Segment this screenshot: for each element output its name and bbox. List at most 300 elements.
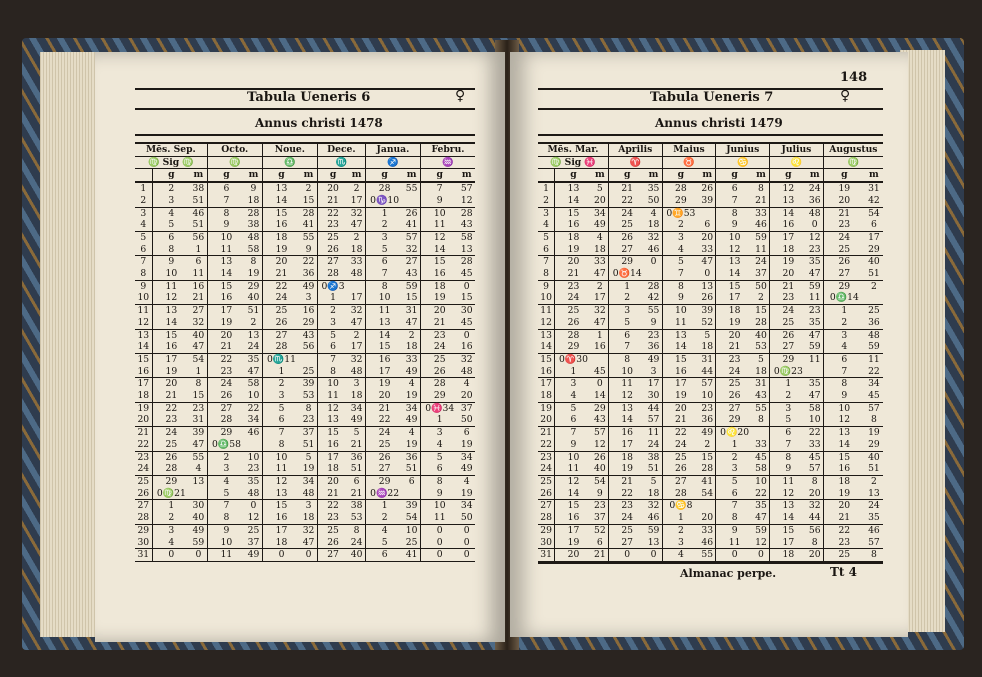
day-number: 23 <box>137 451 150 463</box>
table-row <box>538 280 883 292</box>
table-cell: 3 <box>353 378 360 390</box>
table-cell: 31 <box>755 378 767 390</box>
table-cell: 50 <box>755 280 767 292</box>
table-cell: 6 <box>716 182 753 195</box>
left-table-title: Tabula Ueneris 6 <box>247 90 371 105</box>
table-cell: 24 <box>245 341 262 353</box>
table-row <box>538 488 883 500</box>
day-number: 12 <box>538 317 555 329</box>
table-cell: 0 <box>420 524 458 536</box>
table-cell: 9 <box>207 524 245 536</box>
table-cell: 28 <box>555 329 592 341</box>
table-cell: 16 <box>192 280 205 292</box>
table-cell: 27 <box>662 475 699 487</box>
table-cell: 0 <box>645 549 662 562</box>
table-cell: 20 <box>807 549 824 562</box>
table-cell: 9 <box>152 256 190 268</box>
table-cell: 26 <box>207 390 245 402</box>
table-cell: 5 <box>305 451 312 463</box>
table-cell: 7 <box>555 427 592 439</box>
table-cell: 13 <box>865 488 883 500</box>
table-cell: 6 <box>207 182 245 195</box>
table-cell: 49 <box>348 414 365 426</box>
table-cell: 27 <box>823 268 865 280</box>
table-cell: 12 <box>770 182 807 195</box>
day-number: 31 <box>135 549 152 562</box>
right-table-title: Tabula Ueneris 7 <box>650 90 774 105</box>
table-cell: 25 <box>403 537 420 549</box>
folio-number: 148 <box>840 70 868 85</box>
minute-subheader: m <box>645 169 662 182</box>
table-cell: 47 <box>245 366 262 378</box>
table-cell: 8 <box>811 475 818 487</box>
table-cell: 26 <box>317 244 348 256</box>
table-cell: 14 <box>555 195 592 207</box>
table-cell: 13 <box>262 182 300 195</box>
day-number: 27 <box>540 500 552 512</box>
table-cell: 24 <box>770 305 807 317</box>
table-cell: 21 <box>823 207 865 219</box>
table-cell: 20 <box>317 475 348 487</box>
table-cell: 36 <box>405 451 418 463</box>
table-cell: 54 <box>868 207 880 219</box>
table-cell: 24 <box>152 427 190 439</box>
table-cell: 3 <box>152 524 190 536</box>
sign-header: ♏ <box>317 156 365 169</box>
table-cell: 10 <box>317 378 348 390</box>
table-cell: 1 <box>262 366 300 378</box>
table-cell: 25 <box>247 524 260 536</box>
table-row <box>538 244 883 256</box>
table-cell: 16 <box>770 219 807 231</box>
table-cell <box>403 195 420 207</box>
table-cell: 5 <box>365 244 403 256</box>
table-cell <box>592 353 609 365</box>
month-header: Febru. <box>420 143 475 156</box>
table-cell: 11 <box>868 353 880 365</box>
day-number: 15 <box>137 353 150 365</box>
table-cell: 6 <box>716 488 753 500</box>
table-cell: 33 <box>807 439 824 451</box>
table-cell: 49 <box>245 549 262 562</box>
table-cell: 1 <box>596 329 603 341</box>
day-number: 19 <box>540 402 552 414</box>
table-cell: 18 <box>716 305 753 317</box>
table-cell: 0♑10 <box>365 195 403 207</box>
table-cell: 14 <box>365 329 403 341</box>
table-cell: 21 <box>662 414 699 426</box>
table-cell: 8 <box>365 280 403 292</box>
table-cell: 25 <box>608 219 645 231</box>
table-cell: 29 <box>593 402 606 414</box>
table-cell: 19 <box>770 256 807 268</box>
table-row <box>538 256 883 268</box>
header-rule-bottom <box>135 108 475 110</box>
table-cell: 18 <box>555 231 592 243</box>
table-cell: 21 <box>716 341 753 353</box>
table-cell: 33 <box>755 207 767 219</box>
table-cell: 20 <box>699 512 716 524</box>
table-cell: 28 <box>247 207 260 219</box>
table-cell: 38 <box>647 451 660 463</box>
table-cell: 29 <box>365 475 403 487</box>
day-number: 3 <box>140 207 147 219</box>
table-cell: 8 <box>420 475 458 487</box>
table-cell: 18 <box>317 463 348 475</box>
table-cell: 30 <box>645 390 662 402</box>
table-cell: 55 <box>699 549 716 562</box>
table-cell: 7 <box>716 195 753 207</box>
table-cell: 29 <box>420 390 458 402</box>
table-cell: 0 <box>463 280 470 292</box>
table-cell: 31 <box>405 305 418 317</box>
table-cell: 29 <box>865 439 883 451</box>
table-cell: 7 <box>365 268 403 280</box>
table-cell: 0 <box>753 549 770 562</box>
table-cell: 3 <box>207 463 245 475</box>
table-cell: 21 <box>207 341 245 353</box>
table-cell: 49 <box>701 427 714 439</box>
table-cell: 49 <box>403 366 420 378</box>
sign-header: ♍ <box>823 156 883 169</box>
table-cell: 21 <box>190 292 207 304</box>
table-cell: 8 <box>207 512 245 524</box>
table-cell: 10 <box>405 524 418 536</box>
table-cell: 12 <box>608 390 645 402</box>
table-cell: 18 <box>420 280 458 292</box>
table-cell: 24 <box>608 512 645 524</box>
table-cell: 9 <box>823 390 865 402</box>
table-cell: 31 <box>190 414 207 426</box>
table-cell: 36 <box>865 317 883 329</box>
table-cell: 28 <box>662 182 699 195</box>
table-cell: 34 <box>350 402 363 414</box>
day-number: 1 <box>538 182 555 195</box>
right-year-label: Annus christi 1479 <box>655 116 783 130</box>
table-cell: 2 <box>662 524 699 536</box>
table-cell: 5 <box>716 475 753 487</box>
table-cell: 1 <box>608 280 645 292</box>
table-cell: 9 <box>770 463 807 475</box>
table-cell: 49 <box>592 219 609 231</box>
table-cell: 34 <box>245 414 262 426</box>
table-cell: 6 <box>463 427 470 439</box>
table-cell: 6 <box>823 353 865 365</box>
table-cell: 15 <box>555 500 592 512</box>
minute-subheader: m <box>699 169 716 182</box>
table-cell: 0 <box>596 378 603 390</box>
table-cell: 37 <box>302 427 315 439</box>
table-cell: 22 <box>302 256 315 268</box>
table-cell: 19 <box>608 463 645 475</box>
table-cell: 18 <box>699 341 716 353</box>
table-cell: 49 <box>647 353 660 365</box>
month-header: Junius <box>716 143 770 156</box>
table-cell: 0 <box>152 549 190 562</box>
table-cell: 51 <box>348 463 365 475</box>
table-cell: 28 <box>207 414 245 426</box>
table-cell: 9 <box>716 219 753 231</box>
table-cell: 16 <box>302 305 315 317</box>
table-cell: 4 <box>555 390 592 402</box>
table-cell: 49 <box>302 280 315 292</box>
table-cell: 47 <box>190 341 207 353</box>
table-cell: 11 <box>647 427 660 439</box>
table-cell: 27 <box>608 537 645 549</box>
table-cell: 3 <box>300 292 317 304</box>
table-cell: 43 <box>302 329 315 341</box>
table-cell: 15 <box>403 292 420 304</box>
table-cell: 0♍23 <box>770 366 807 378</box>
table-cell: 56 <box>300 341 317 353</box>
table-row <box>538 366 883 378</box>
table-cell: 50 <box>458 512 475 524</box>
day-number: 2 <box>135 195 152 207</box>
table-cell: 3 <box>262 390 300 402</box>
table-cell: 3 <box>645 366 662 378</box>
table-cell: 8 <box>770 451 807 463</box>
table-cell: 7 <box>716 500 753 512</box>
table-cell: 39 <box>302 378 315 390</box>
sign-header: ♒ <box>420 156 475 169</box>
table-cell: 35 <box>808 256 821 268</box>
table-cell: 48 <box>245 488 262 500</box>
table-row <box>538 268 883 280</box>
table-cell: 48 <box>808 207 821 219</box>
sign-header: ♐ <box>365 156 420 169</box>
table-cell: 29 <box>716 414 753 426</box>
table-cell: 59 <box>807 341 824 353</box>
table-cell: 0 <box>463 329 470 341</box>
table-cell: 5 <box>420 451 458 463</box>
day-number: 14 <box>135 341 152 353</box>
table-cell: 17 <box>262 524 300 536</box>
table-cell: 29 <box>555 341 592 353</box>
table-cell: 9 <box>716 524 753 536</box>
table-cell: 18 <box>262 231 300 243</box>
table-cell: 18 <box>753 366 770 378</box>
day-number: 18 <box>538 390 555 402</box>
table-cell: 11 <box>190 268 207 280</box>
table-cell: 8 <box>753 182 770 195</box>
table-cell: 40 <box>755 329 767 341</box>
table-cell: 21 <box>823 512 865 524</box>
right-page <box>510 52 908 637</box>
degree-subheader: g <box>207 169 245 182</box>
table-cell: 26 <box>699 292 716 304</box>
table-cell: 41 <box>403 549 420 562</box>
table-cell: 52 <box>593 524 606 536</box>
table-cell: 46 <box>247 427 260 439</box>
table-cell: 18 <box>770 549 807 562</box>
table-cell <box>865 292 883 304</box>
table-cell: 18 <box>645 488 662 500</box>
table-cell: 6 <box>865 219 883 231</box>
table-cell: 2 <box>365 219 403 231</box>
table-cell: 15 <box>365 341 403 353</box>
table-row <box>135 341 475 353</box>
day-number: 7 <box>140 256 147 268</box>
table-cell: 24 <box>755 256 767 268</box>
day-number: 11 <box>540 305 552 317</box>
table-cell: 48 <box>348 366 365 378</box>
table-cell: 18 <box>262 537 300 549</box>
table-cell: 4 <box>463 378 470 390</box>
day-number: 10 <box>538 292 555 304</box>
table-cell: 25 <box>823 244 865 256</box>
table-cell: 50 <box>458 414 475 426</box>
table-row <box>135 182 475 195</box>
table-cell: 57 <box>865 537 883 549</box>
table-row <box>135 366 475 378</box>
table-cell: 11 <box>152 280 190 292</box>
table-cell: 24 <box>348 537 365 549</box>
table-cell: 6 <box>420 463 458 475</box>
table-cell: 47 <box>348 317 365 329</box>
table-cell: 21 <box>317 488 348 500</box>
day-number: 16 <box>538 366 555 378</box>
table-cell: 9 <box>245 182 262 195</box>
table-cell: 20 <box>807 488 824 500</box>
table-cell: 21 <box>608 182 645 195</box>
table-cell: 0♉14 <box>608 268 645 280</box>
table-cell: 7 <box>823 366 865 378</box>
right-ephemeris-table <box>538 142 883 562</box>
degree-subheader: g <box>716 169 753 182</box>
day-number: 15 <box>540 353 552 365</box>
table-cell: 38 <box>350 500 363 512</box>
table-cell: 38 <box>245 219 262 231</box>
table-cell: 36 <box>807 195 824 207</box>
table-row <box>538 341 883 353</box>
table-cell: 14 <box>716 268 753 280</box>
table-cell: 47 <box>592 268 609 280</box>
table-cell: 2 <box>262 378 300 390</box>
table-cell: 5 <box>650 475 657 487</box>
table-cell: 2 <box>152 182 190 195</box>
table-cell: 12 <box>420 231 458 243</box>
table-cell: 4 <box>152 537 190 549</box>
table-cell: 11 <box>317 390 348 402</box>
table-cell: 25 <box>317 524 348 536</box>
table-cell: 36 <box>350 451 363 463</box>
table-cell: 19 <box>403 439 420 451</box>
table-cell: 19 <box>420 292 458 304</box>
table-cell: 23 <box>593 500 606 512</box>
table-cell: 19 <box>245 268 262 280</box>
table-cell: 41 <box>403 219 420 231</box>
table-cell: 25 <box>662 451 699 463</box>
table-cell: 8 <box>807 537 824 549</box>
table-cell: 17 <box>555 524 592 536</box>
table-row <box>135 500 475 512</box>
table-cell: 10 <box>716 231 753 243</box>
table-cell: 55 <box>755 402 767 414</box>
table-cell <box>190 488 207 500</box>
month-header: Mēs. Sep. <box>135 143 207 156</box>
table-cell: 43 <box>458 219 475 231</box>
table-cell: 6 <box>365 549 403 562</box>
sign-header: ♉ <box>662 156 716 169</box>
table-row <box>135 378 475 390</box>
table-cell: 3 <box>770 402 807 414</box>
table-cell: 56 <box>808 524 821 536</box>
table-cell: 58 <box>753 463 770 475</box>
day-number: 14 <box>538 341 555 353</box>
month-header: Dece. <box>317 143 365 156</box>
table-cell: 19 <box>207 317 245 329</box>
table-row <box>135 317 475 329</box>
table-row <box>135 305 475 317</box>
table-cell: 32 <box>403 244 420 256</box>
venus-symbol: ♀ <box>840 88 851 104</box>
table-cell: 21 <box>592 549 609 562</box>
table-cell: 51 <box>865 463 883 475</box>
table-cell: 8 <box>662 280 699 292</box>
table-cell: 15 <box>755 305 767 317</box>
table-cell: 8 <box>716 207 753 219</box>
table-cell: 23 <box>716 353 753 365</box>
table-cell: 5 <box>262 402 300 414</box>
table-cell: 10 <box>662 305 699 317</box>
table-cell: 23 <box>808 305 821 317</box>
table-cell: 9 <box>300 244 317 256</box>
table-cell: 28 <box>647 280 660 292</box>
table-cell: 20 <box>701 231 714 243</box>
day-number: 18 <box>135 390 152 402</box>
table-cell: 21 <box>608 475 645 487</box>
minute-subheader: m <box>458 169 475 182</box>
day-number: 13 <box>540 329 552 341</box>
table-cell: 2 <box>770 390 807 402</box>
table-cell: 17 <box>592 292 609 304</box>
table-row <box>538 512 883 524</box>
table-cell: 25 <box>420 353 458 365</box>
degree-subheader: g <box>823 169 865 182</box>
table-cell: 1 <box>152 500 190 512</box>
table-cell: 8 <box>152 244 190 256</box>
table-row <box>135 512 475 524</box>
table-cell: 13 <box>645 537 662 549</box>
header-rule-bottom <box>538 108 883 110</box>
table-cell: 29 <box>770 353 807 365</box>
table-cell: 23 <box>317 512 348 524</box>
table-cell: 17 <box>348 292 365 304</box>
table-row <box>538 537 883 549</box>
table-cell: 0♋8 <box>662 500 699 512</box>
degree-subheader: g <box>608 169 645 182</box>
table-cell: 7 <box>662 268 699 280</box>
table-cell: 22 <box>152 402 190 414</box>
table-cell: 34 <box>460 451 473 463</box>
table-row <box>135 463 475 475</box>
day-number: 17 <box>540 378 552 390</box>
day-number: 21 <box>137 427 150 439</box>
table-cell: 2 <box>152 512 190 524</box>
table-cell: 18 <box>245 195 262 207</box>
table-cell: 11 <box>365 305 403 317</box>
table-cell: 28 <box>302 207 315 219</box>
table-cell: 59 <box>755 231 767 243</box>
table-cell: 23 <box>245 463 262 475</box>
table-cell: 47 <box>701 256 714 268</box>
table-row <box>538 500 883 512</box>
table-cell: 16 <box>823 463 865 475</box>
table-row <box>135 207 475 219</box>
table-cell: 34 <box>302 475 315 487</box>
table-cell: 32 <box>808 500 821 512</box>
table-cell: 36 <box>699 414 716 426</box>
